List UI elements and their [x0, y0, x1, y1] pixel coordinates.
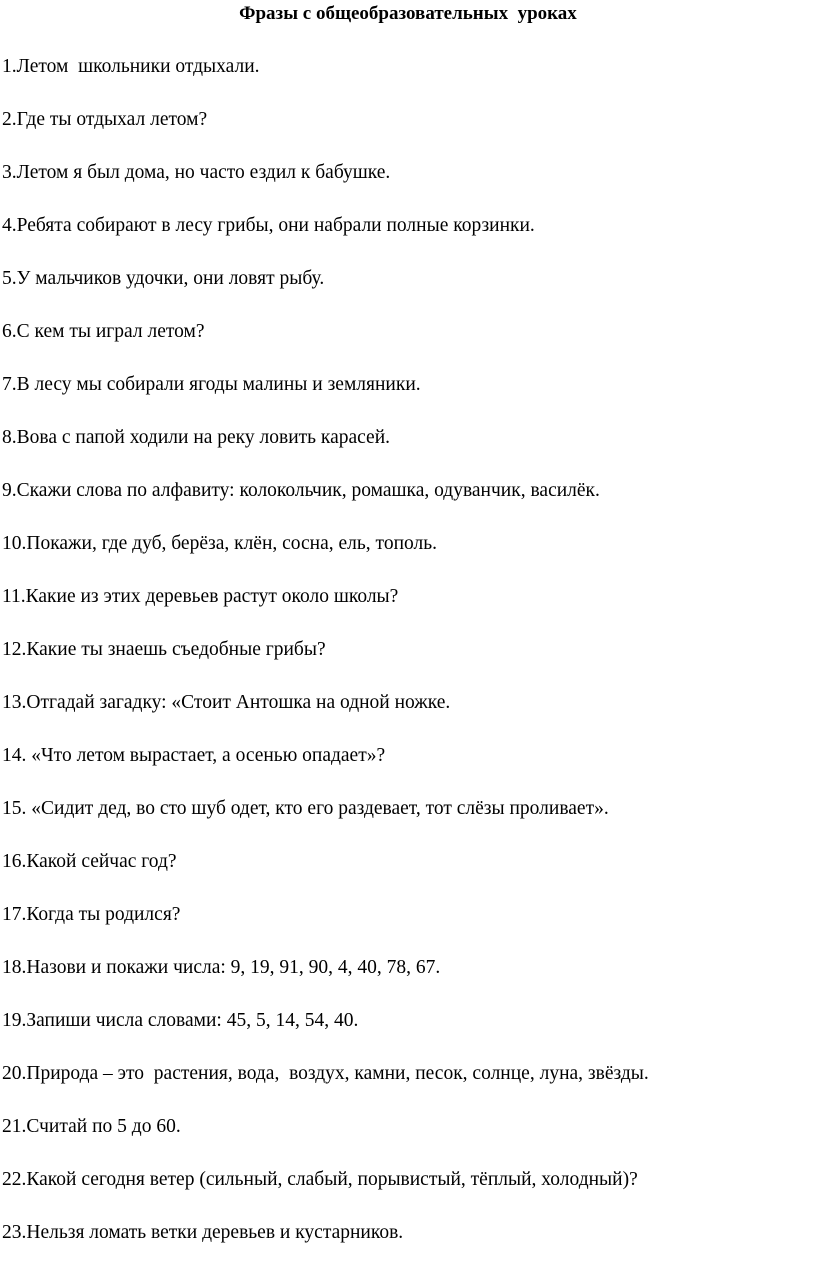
- phrase-line: 2.Где ты отдыхал летом?: [2, 109, 208, 130]
- phrase-line: 12.Какие ты знаешь съедобные грибы?: [2, 639, 326, 660]
- phrase-line: 5.У мальчиков удочки, они ловят рыбу.: [2, 268, 325, 289]
- phrase-list: [2, 54, 649, 1273]
- document-title: Фразы с общеобразовательных уроках: [239, 3, 577, 24]
- phrase-line: 4.Ребята собирают в лесу грибы, они набрали полные корзинки.: [2, 215, 535, 236]
- phrase-line: 10.Покажи, где дуб, берёза, клён, сосна, ель, тополь.: [2, 533, 437, 554]
- phrase-line: 7.В лесу мы собирали ягоды малины и земляники.: [2, 374, 421, 395]
- phrase-line: 8.Вова с папой ходили на реку ловить карасей.: [2, 427, 391, 448]
- phrase-line: 1.Летом школьники отдыхали.: [2, 56, 260, 77]
- phrase-line: 6.С кем ты играл летом?: [2, 321, 205, 342]
- phrase-line: 19.Запиши числа словами: 45, 5, 14, 54, 40.: [2, 1010, 359, 1031]
- phrase-line: 3.Летом я был дома, но часто ездил к бабушке.: [2, 162, 391, 183]
- phrase-line: 22.Какой сегодня ветер (сильный, слабый, порывистый, тёплый, холодный)?: [2, 1169, 638, 1190]
- phrase-line: 9.Скажи слова по алфавиту: колокольчик, ромашка, одуванчик, василёк.: [2, 480, 600, 501]
- phrase-line: 23.Нельзя ломать ветки деревьев и кустарников.: [2, 1222, 404, 1243]
- phrase-line: 15. «Сидит дед, во сто шуб одет, кто его раздевает, тот слёзы проливает».: [2, 798, 609, 819]
- phrase-line: 21.Считай по 5 до 60.: [2, 1116, 181, 1137]
- phrase-line: 14. «Что летом вырастает, а осенью опадает»?: [2, 745, 386, 766]
- phrase-line: 16.Какой сейчас год?: [2, 851, 177, 872]
- phrase-line: 20.Природа – это растения, вода, воздух, камни, песок, солнце, луна, звёзды.: [2, 1063, 649, 1084]
- phrase-line: 17.Когда ты родился?: [2, 904, 181, 925]
- phrase-line: 13.Отгадай загадку: «Стоит Антошка на одной ножке.: [2, 692, 451, 713]
- phrase-line: 18.Назови и покажи числа: 9, 19, 91, 90, 4, 40, 78, 67.: [2, 957, 441, 978]
- phrase-line: 11.Какие из этих деревьев растут около школы?: [2, 586, 399, 607]
